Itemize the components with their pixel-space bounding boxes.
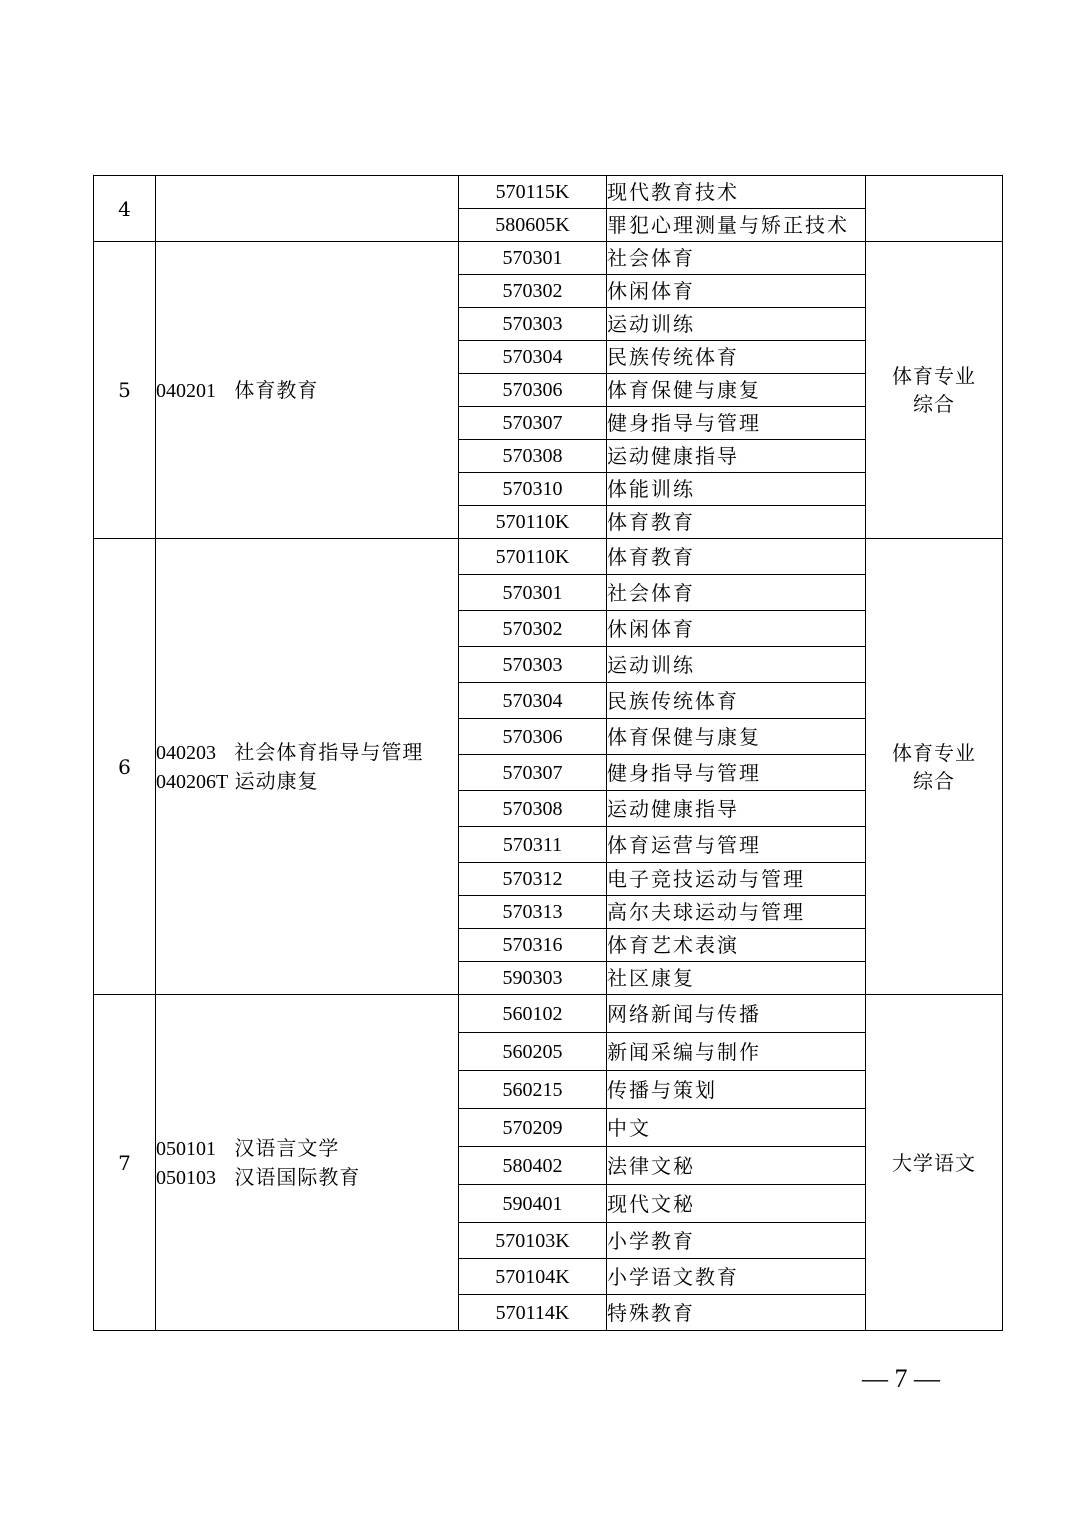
college-major-code: 560102: [459, 995, 607, 1033]
undergrad-major: [156, 376, 458, 405]
college-major-code: 570312: [459, 863, 607, 896]
college-major-name: 体育教育: [607, 506, 866, 539]
group-number: 5: [94, 242, 156, 539]
undergrad-majors: [156, 539, 459, 995]
college-major-name: 休闲体育: [607, 611, 866, 647]
college-major-code: 590401: [459, 1185, 607, 1223]
exam-subject-line: 综合: [913, 768, 955, 793]
undergrad-code: 040203: [156, 741, 216, 764]
college-major-name: 民族传统体育: [607, 683, 866, 719]
undergrad-majors: [156, 176, 459, 242]
college-major-name: 健身指导与管理: [607, 755, 866, 791]
college-major-code: 570310: [459, 473, 607, 506]
exam-subject-line: 体育专业: [892, 740, 976, 765]
exam-subject-line: 大学语文: [892, 1150, 976, 1175]
college-major-name: 体育保健与康复: [607, 719, 866, 755]
college-major-code: 570110K: [459, 506, 607, 539]
college-major-code: 580402: [459, 1147, 607, 1185]
college-major-name: 罪犯心理测量与矫正技术: [607, 209, 866, 242]
college-major-name: 网络新闻与传播: [607, 995, 866, 1033]
undergrad-name: 运动康复: [234, 768, 319, 793]
college-major-name: 小学语文教育: [607, 1259, 866, 1295]
college-major-code: 570103K: [459, 1223, 607, 1259]
undergrad-code: 040201: [156, 379, 216, 402]
college-major-code: 570304: [459, 341, 607, 374]
table-row: [94, 539, 1003, 575]
college-major-code: 570308: [459, 791, 607, 827]
undergrad-name: 汉语言文学: [234, 1135, 340, 1160]
college-major-code: 570209: [459, 1109, 607, 1147]
table-row: [94, 242, 1003, 275]
college-major-code: 570302: [459, 275, 607, 308]
college-major-name: 现代教育技术: [607, 176, 866, 209]
group-number: 7: [94, 995, 156, 1331]
exam-subject: [866, 242, 1003, 539]
college-major-code: 560215: [459, 1071, 607, 1109]
college-major-name: 新闻采编与制作: [607, 1033, 866, 1071]
college-major-name: 社区康复: [607, 962, 866, 995]
college-major-name: 体能训练: [607, 473, 866, 506]
group-number: 6: [94, 539, 156, 995]
undergrad-code: 050103: [156, 1166, 216, 1189]
college-major-code: 570303: [459, 308, 607, 341]
college-major-code: 570114K: [459, 1295, 607, 1331]
college-major-code: 570301: [459, 242, 607, 275]
group-number: 4: [94, 176, 156, 242]
college-major-name: 健身指导与管理: [607, 407, 866, 440]
table-row: [94, 995, 1003, 1033]
college-major-name: 社会体育: [607, 575, 866, 611]
college-major-code: 570313: [459, 896, 607, 929]
college-major-code: 570307: [459, 407, 607, 440]
college-major-code: 580605K: [459, 209, 607, 242]
college-major-name: 运动训练: [607, 647, 866, 683]
college-major-name: 休闲体育: [607, 275, 866, 308]
college-major-name: 运动健康指导: [607, 440, 866, 473]
undergrad-majors: [156, 995, 459, 1331]
college-major-name: 体育教育: [607, 539, 866, 575]
college-major-code: 570302: [459, 611, 607, 647]
college-major-name: 中文: [607, 1109, 866, 1147]
college-major-code: 570306: [459, 374, 607, 407]
college-major-code: 570104K: [459, 1259, 607, 1295]
college-major-name: 传播与策划: [607, 1071, 866, 1109]
exam-subject: [866, 176, 1003, 242]
college-major-code: 570307: [459, 755, 607, 791]
college-major-code: 570301: [459, 575, 607, 611]
college-major-name: 民族传统体育: [607, 341, 866, 374]
table-row: [94, 176, 1003, 209]
college-major-code: 570110K: [459, 539, 607, 575]
college-major-name: 高尔夫球运动与管理: [607, 896, 866, 929]
college-major-name: 特殊教育: [607, 1295, 866, 1331]
college-major-name: 运动训练: [607, 308, 866, 341]
college-major-name: 体育运营与管理: [607, 827, 866, 863]
undergrad-code: 050101: [156, 1137, 216, 1160]
undergrad-major: [156, 1163, 458, 1192]
college-major-code: 570316: [459, 929, 607, 962]
college-major-code: 570115K: [459, 176, 607, 209]
undergrad-name: 社会体育指导与管理: [234, 739, 424, 764]
college-major-code: 570311: [459, 827, 607, 863]
college-major-name: 电子竞技运动与管理: [607, 863, 866, 896]
college-major-name: 体育保健与康复: [607, 374, 866, 407]
college-major-code: 590303: [459, 962, 607, 995]
page-number: — 7 —: [862, 1364, 940, 1393]
college-major-code: 570304: [459, 683, 607, 719]
college-major-code: 570306: [459, 719, 607, 755]
college-major-name: 法律文秘: [607, 1147, 866, 1185]
major-mapping-table: [93, 175, 1003, 1331]
undergrad-majors: [156, 242, 459, 539]
college-major-code: 570308: [459, 440, 607, 473]
college-major-name: 运动健康指导: [607, 791, 866, 827]
undergrad-major: [156, 767, 458, 796]
college-major-name: 社会体育: [607, 242, 866, 275]
exam-subject-line: 综合: [913, 392, 955, 416]
college-major-name: 现代文秘: [607, 1185, 866, 1223]
undergrad-major: [156, 1134, 458, 1163]
college-major-code: 570303: [459, 647, 607, 683]
undergrad-major: [156, 738, 458, 767]
college-major-name: 小学教育: [607, 1223, 866, 1259]
undergrad-name: 体育教育: [234, 377, 319, 402]
exam-subject: [866, 539, 1003, 995]
undergrad-code: 040206T: [156, 770, 229, 793]
exam-subject: [866, 995, 1003, 1331]
college-major-name: 体育艺术表演: [607, 929, 866, 962]
exam-subject-line: 体育专业: [892, 364, 976, 388]
table-body: [94, 176, 1003, 1331]
undergrad-name: 汉语国际教育: [234, 1164, 361, 1189]
college-major-code: 560205: [459, 1033, 607, 1071]
